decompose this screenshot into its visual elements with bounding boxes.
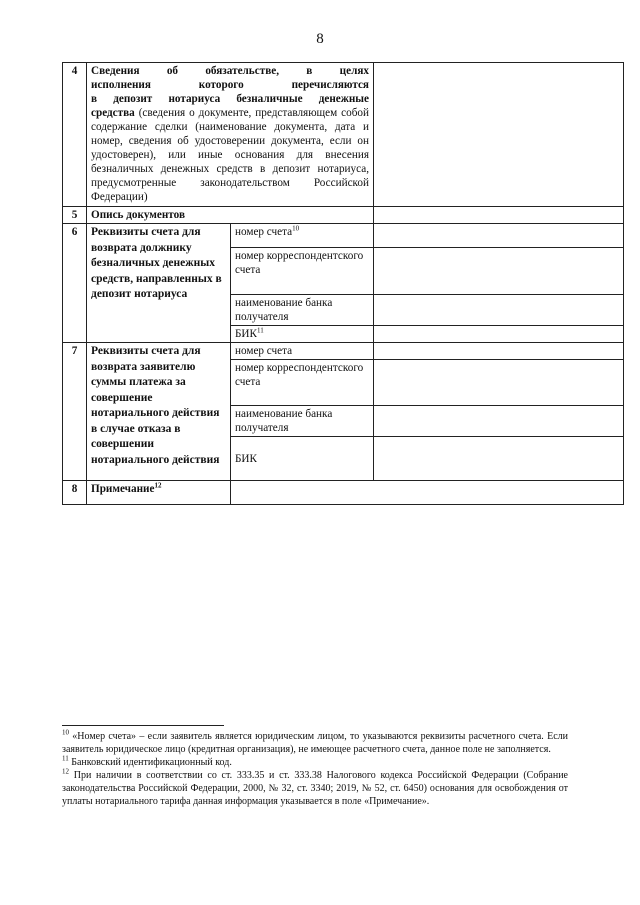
- row-7-bank-name-value[interactable]: [374, 406, 624, 437]
- row-5-value-cell[interactable]: [374, 207, 624, 224]
- row-4-title-line3: в депозит нотариуса безналичные денежные: [91, 93, 369, 105]
- row-7-corr-account-label: номер корреспондентского счета: [231, 360, 374, 406]
- footnote-12: [62, 769, 568, 808]
- footnote-12-marker: 12: [62, 767, 69, 776]
- row-6-account: [63, 224, 624, 248]
- footnote-11: [62, 756, 568, 769]
- row-4-description: [87, 63, 374, 207]
- row-6-number: 6: [63, 224, 87, 343]
- row-6-label-text: Реквизиты счета для возврата должнику безналичных денежных средств, направленных в депозит нотариуса: [91, 226, 222, 300]
- row-6-corr-account-value[interactable]: [374, 248, 624, 295]
- application-form-table: [62, 62, 624, 505]
- row-7-bank-name-label: наименование банка получателя: [231, 406, 374, 437]
- row-4-details: (сведения о документе, представляющем собой содержание сделки (наименование документа, дата и номер, сведения об удостоверении документа, если он удостоверен), или иные основания для внесения безналичных денежных средств в депозит нотариуса, предусмотренные законодательством Российской Федерации): [91, 107, 369, 203]
- row-7-account: [63, 343, 624, 360]
- row-6-account-label: [231, 224, 374, 248]
- row-4-title-end: средства: [91, 107, 135, 119]
- footnote-11-marker: 11: [62, 754, 69, 763]
- row-6-account-value[interactable]: [374, 224, 624, 248]
- row-6-bik-text: БИК: [235, 328, 257, 340]
- row-7-bik-label: БИК: [231, 437, 374, 481]
- footnote-ref-10: 10: [292, 224, 300, 233]
- row-4-number: 4: [63, 63, 87, 207]
- footnote-10-text: «Номер счета» – если заявитель является юридическим лицом, то указываются реквизиты расчетного счета. Если заявитель юридическое лицо (кредитная организация), не имеющее расчетного счета, данное поле не заполняется.: [62, 731, 568, 755]
- footnote-ref-11: 11: [256, 326, 264, 335]
- row-6-bank-name-label: наименование банка получателя: [231, 295, 374, 326]
- footnote-separator: [62, 725, 224, 726]
- row-6-bank-name-value[interactable]: [374, 295, 624, 326]
- row-6-bik-label: [231, 326, 374, 343]
- row-8: [63, 481, 624, 505]
- row-4-title-line1: Сведения об обязательстве, в целях: [91, 65, 369, 77]
- row-7-label: [87, 343, 231, 481]
- row-6-label: [87, 224, 231, 343]
- row-7-number: 7: [63, 343, 87, 481]
- row-8-number: 8: [63, 481, 87, 505]
- footnote-10: [62, 730, 568, 756]
- row-5-label: Опись документов: [87, 207, 374, 224]
- row-7-account-label: номер счета: [231, 343, 374, 360]
- row-8-label: [87, 481, 231, 505]
- row-6-corr-account-label: номер корреспондентского счета: [231, 248, 374, 295]
- row-8-label-text: Примечание: [91, 483, 155, 495]
- row-4-title-line2: исполнения которого перечисляются: [91, 79, 369, 91]
- row-7-corr-account-value[interactable]: [374, 360, 624, 406]
- row-8-value-cell[interactable]: [231, 481, 624, 505]
- row-7-bik-value[interactable]: [374, 437, 624, 481]
- row-6-account-text: номер счета: [235, 226, 293, 238]
- row-4-value-cell[interactable]: [374, 63, 624, 207]
- row-7-label-text: Реквизиты счета для возврата заявителю суммы платежа за совершение нотариального действия в случае отказа в совершении нотариального действия: [91, 345, 220, 466]
- row-6-bik-value[interactable]: [374, 326, 624, 343]
- row-5-number: 5: [63, 207, 87, 224]
- row-7-account-value[interactable]: [374, 343, 624, 360]
- footnotes: [62, 730, 568, 808]
- row-5: [63, 207, 624, 224]
- footnote-10-marker: 10: [62, 728, 69, 737]
- footnote-ref-12: 12: [154, 481, 162, 490]
- row-4: [63, 63, 624, 207]
- footnote-12-text: При наличии в соответствии со ст. 333.35 и ст. 333.38 Налогового кодекса Российской Федерации (Собрание законодательства Российской Федерации, 2000, № 32, ст. 3340; 2019, № 52, ст. 6450) основания для освобождения от уплаты нотариального тарифа данная информация указывается в поле «Примечание».: [62, 770, 568, 807]
- page-number: 8: [316, 31, 324, 47]
- footnote-11-text: Банковский идентификационный код.: [68, 757, 232, 768]
